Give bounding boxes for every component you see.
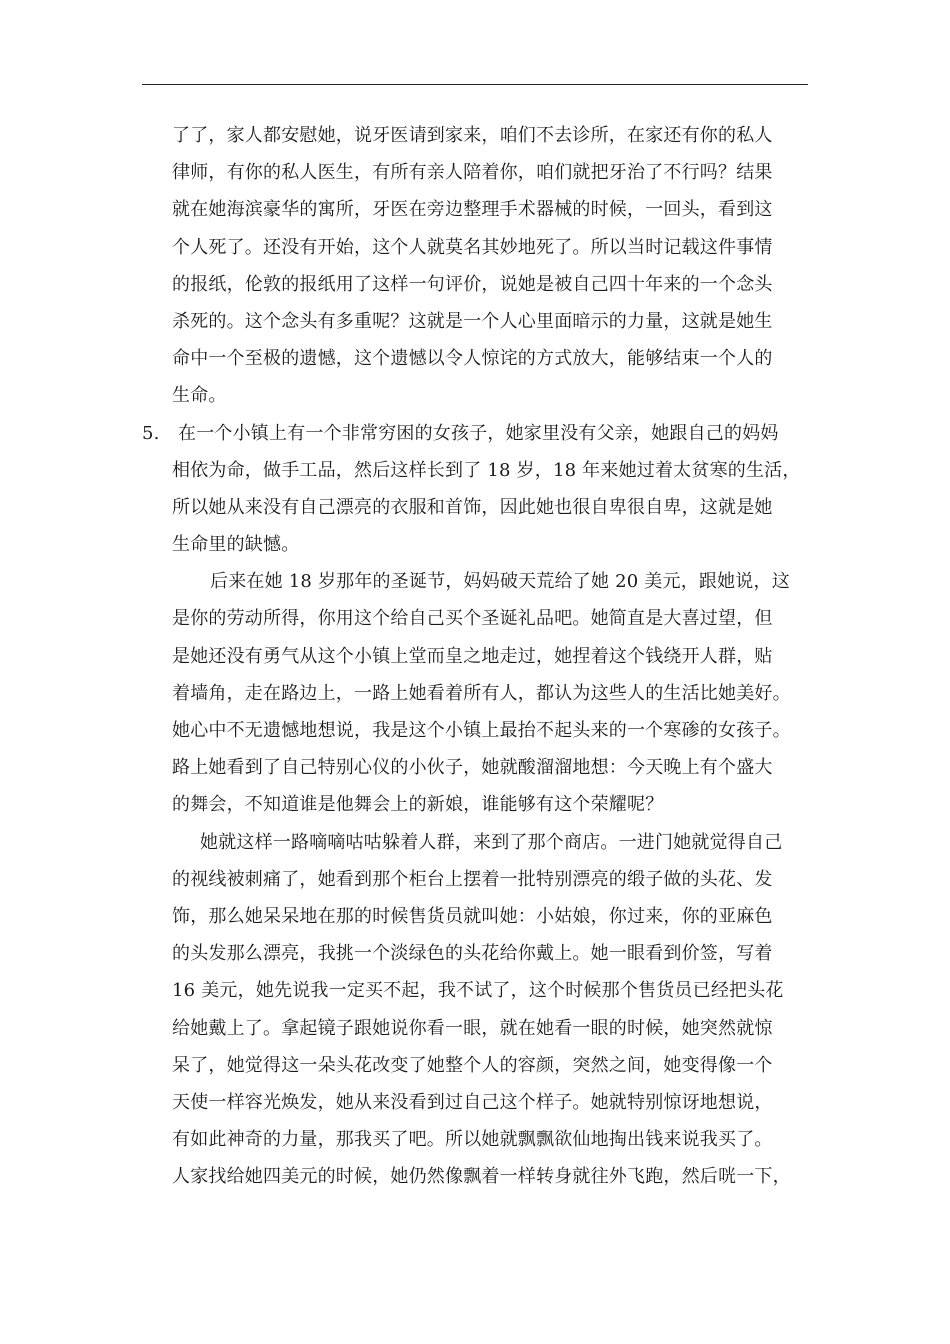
- text-line: 杀死的。这个念头有多重呢？这就是一个人心里面暗示的力量，这就是她生: [172, 310, 773, 332]
- list-item-number: 5.: [142, 422, 160, 444]
- text-line: 后来在她 18 岁那年的圣诞节，妈妈破天荒给了她 20 美元，跟她说，这: [210, 571, 790, 593]
- text-line: 路上她看到了自己特别心仪的小伙子，她就酸溜溜地想：今天晚上有个盛大: [172, 757, 773, 779]
- text-line: 她就这样一路嘀嘀咕咕躲着人群，来到了那个商店。一进门她就觉得自己: [200, 831, 783, 853]
- text-line: 的报纸，伦敦的报纸用了这样一句评价，说她是被自己四十年来的一个念头: [172, 273, 773, 295]
- text-line: 命中一个至极的遗憾，这个遗憾以令人惊诧的方式放大，能够结束一个人的: [172, 348, 773, 370]
- text-line: 个人死了。还没有开始，这个人就莫名其妙地死了。所以当时记载这件事情: [172, 236, 773, 258]
- text-line: 天使一样容光焕发，她从来没看到过自己这个样子。她就特别惊讶地想说，: [172, 1091, 773, 1113]
- text-line: 着墙角，走在路边上，一路上她看着所有人，都认为这些人的生活比她美好。: [172, 682, 791, 704]
- text-line: 生命里的缺憾。: [172, 534, 300, 556]
- text-line: 的头发那么漂亮，我挑一个淡绿色的头花给你戴上。她一眼看到价签，写着: [172, 943, 773, 965]
- text-line: 是你的劳动所得，你用这个给自己买个圣诞礼品吧。她简直是大喜过望，但: [172, 608, 773, 630]
- body-text: [142, 117, 810, 1195]
- text-line: 在一个小镇上有一个非常穷困的女孩子，她家里没有父亲，她跟自己的妈妈: [178, 422, 779, 444]
- text-line: 有如此神奇的力量，那我买了吧。所以她就飘飘欲仙地掏出钱来说我买了。: [172, 1129, 773, 1151]
- text-line: 她心中不无遗憾地想说，我是这个小镇上最抬不起头来的一个寒碜的女孩子。: [172, 720, 791, 741]
- text-line: 律师，有你的私人医生，有所有亲人陪着你，咱们就把牙治了不行吗？结果: [172, 162, 773, 184]
- list-item-5-first-line: [142, 415, 810, 452]
- text-line: 生命。: [172, 385, 227, 407]
- text-line: 呆了，她觉得这一朵头花改变了她整个人的容颜，突然之间，她变得像一个: [172, 1054, 773, 1076]
- header-rule: [142, 84, 808, 85]
- text-line: 的视线被刺痛了，她看到那个柜台上摆着一批特别漂亮的缎子做的头花、发: [172, 868, 773, 890]
- text-line: 就在她海滨豪华的寓所，牙医在旁边整理手术器械的时候，一回头，看到这: [172, 199, 773, 221]
- text-line: 人家找给她四美元的时候，她仍然像飘着一样转身就往外飞跑，然后咣一下，: [172, 1166, 791, 1188]
- text-line: 所以她从来没有自己漂亮的衣服和首饰，因此她也很自卑很自卑，这就是她: [172, 496, 773, 518]
- text-line: 是她还没有勇气从这个小镇上堂而皇之地走过，她捏着这个钱绕开人群，贴: [172, 645, 773, 667]
- text-line: 给她戴上了。拿起镜子跟她说你看一眼，就在她看一眼的时候，她突然就惊: [172, 1017, 773, 1039]
- text-line: 相依为命，做手工品，然后这样长到了 18 岁，18 年来她过着太贫寒的生活，: [172, 459, 801, 481]
- text-line: 16 美元，她先说我一定买不起，我不试了，这个时候那个售货员已经把头花: [172, 980, 784, 1002]
- text-line: 饰，那么她呆呆地在那的时候售货员就叫她：小姑娘，你过来，你的亚麻色: [172, 905, 773, 927]
- text-line: 的舞会，不知道谁是他舞会上的新娘，谁能够有这个荣耀呢？: [172, 794, 664, 816]
- text-line: 了了，家人都安慰她，说牙医请到家来，咱们不去诊所，在家还有你的私人: [172, 125, 773, 146]
